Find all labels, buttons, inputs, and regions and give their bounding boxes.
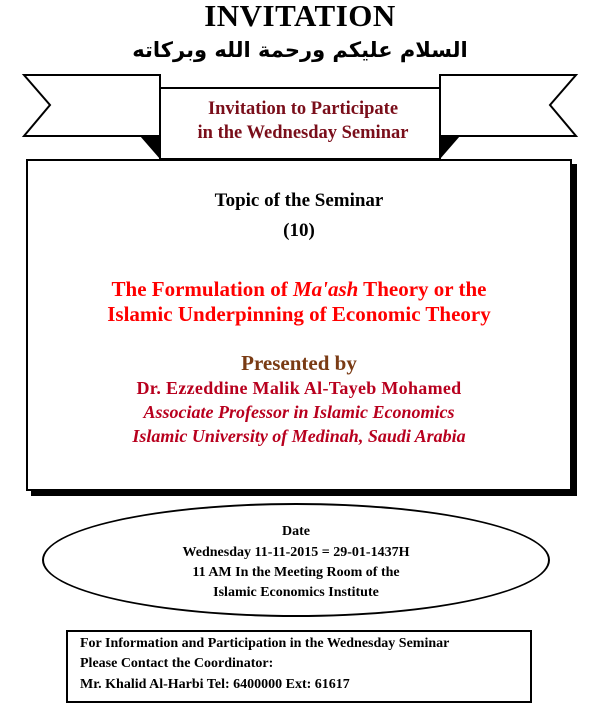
contact-line-3: Mr. Khalid Al-Harbi Tel: 6400000 Ext: 61617 [80, 677, 350, 692]
presenter-university: Islamic University of Medinah, Saudi Arabia [132, 426, 466, 446]
date-time-place: 11 AM In the Meeting Room of the [192, 565, 400, 580]
banner-heading [162, 97, 444, 145]
topic-label: Topic of the Seminar [214, 190, 384, 211]
ribbon-right-tail [440, 75, 576, 136]
banner-line-1: Invitation to Participate [207, 99, 399, 119]
invitation-title: INVITATION [204, 0, 396, 33]
banner-line-2: in the Wednesday Seminar [197, 123, 409, 143]
topic-number-close: ) [308, 220, 315, 241]
topic-number [26, 220, 572, 242]
contact-line-2: Please Contact the Coordinator: [80, 656, 274, 671]
topic-number-open: ( [283, 220, 290, 241]
arabic-greeting: السلام عليكم ورحمة الله وبركاته [132, 38, 468, 62]
seminar-title [26, 277, 572, 327]
ribbon-left-fold [140, 136, 160, 159]
presented-by-label: Presented by [241, 351, 357, 375]
date-place: Islamic Economics Institute [213, 585, 379, 600]
presenter-name: Dr. Ezzeddine Malik Al-Tayeb Mohamed [136, 378, 462, 398]
seminar-title-part-1: The Formulation of [111, 277, 293, 301]
contact-line-1: For Information and Participation in the Wednesday Seminar [80, 636, 450, 651]
seminar-title-part-2: Theory or the [358, 277, 487, 301]
seminar-title-line-1 [26, 277, 572, 302]
topic-number-value: 10 [289, 220, 309, 241]
presenter-title: Associate Professor in Islamic Economics [143, 402, 455, 422]
seminar-title-line-2: Islamic Underpinning of Economic Theory [107, 302, 491, 326]
date-value: Wednesday 11-11-2015 = 29-01-1437H [182, 545, 410, 560]
date-label: Date [282, 524, 310, 539]
seminar-title-italic: Ma'ash [292, 277, 359, 301]
ribbon-left-tail [24, 75, 160, 136]
